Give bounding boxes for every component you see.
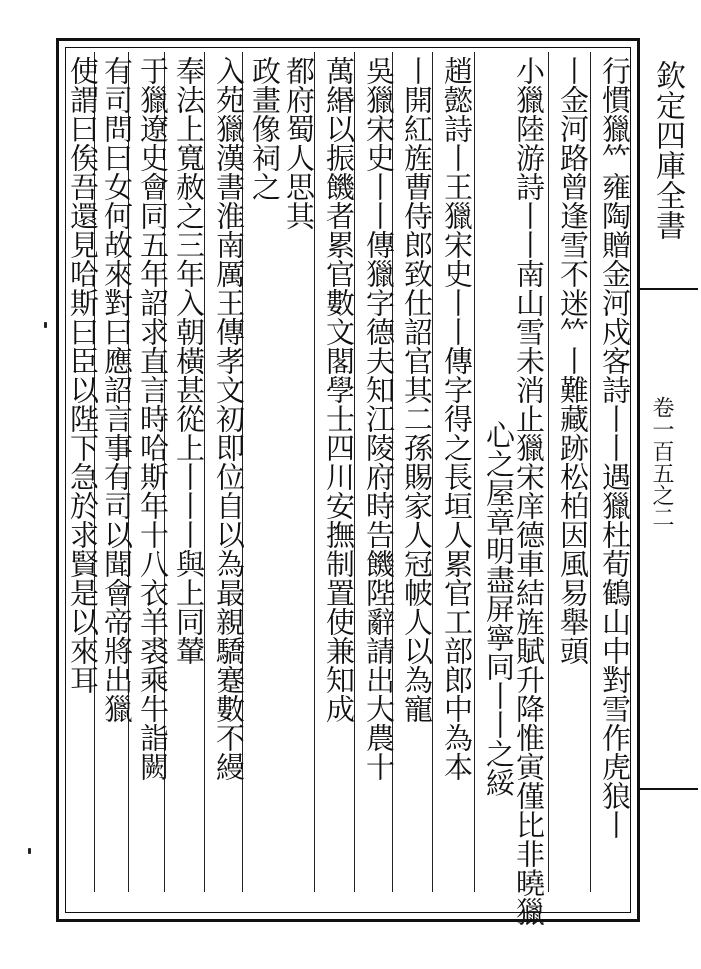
juan-number: 卷一百五之二 (649, 396, 674, 528)
text-column-5: 丨開紅旌曹侍郎致仕詔官其二孫賜家人冠帔人以為寵 (400, 56, 434, 723)
text-column-9: 政畫像祠之 (248, 56, 282, 201)
text-column-8: 都府蜀人思其 (282, 56, 316, 230)
text-column-3: 小獵陸游詩丨丨南山雪未消止獵宋庠德車結旌賦升降惟寅僅比非曉獵 (512, 56, 546, 926)
text-column-4: 趙懿詩丨王獵宋史丨丨傳字得之長垣人累官工部郎中為本 (440, 56, 474, 781)
text-column-14: 使謂曰俟吾還見哈斯曰臣以陛下急於求賢是以來耳 (66, 56, 100, 694)
text-column-7: 萬緡以振饑者累官數文閣學士四川安撫制置使兼知成 (322, 56, 356, 723)
scan-speck (44, 322, 47, 328)
column-rule (474, 52, 475, 892)
text-column-11: 奉法上寬赦之三年入朝橫甚從上丨丨丨與上同輦 (172, 56, 206, 665)
book-title: 欽定四庫全書 (650, 60, 685, 240)
text-column-3b: 心之屋章明盡屏寧同丨丨之綏 (482, 420, 516, 797)
column-rule (590, 52, 591, 892)
column-rule (548, 52, 549, 892)
text-column-1: 行慣獵𥫗雍陶贈金河戍客詩丨丨遇獵杜荀鶴山中對雪作虎狼丨 (598, 56, 632, 839)
text-column-12: 于獵遼史會同五年詔求直言時哈斯年十八衣羊裘乘牛詣闕 (136, 56, 170, 781)
text-column-13: 有司問曰女何故來對曰應詔言事有司以聞會帝將出獵 (100, 56, 134, 723)
text-column-6: 吳獵宋史丨丨傳獵字德夫知江陵府時告饑陛辭請出大農十 (362, 56, 396, 781)
text-column-10: 入苑獵漢書淮南厲王傳孝文初即位自以為最親驕蹇數不縵 (212, 56, 246, 781)
fish-tail-mark-lower (640, 788, 698, 790)
text-column-2: 丨金河路曾逢雪不迷𥫗丨難藏跡松柏因風易舉頭 (556, 56, 590, 665)
fish-tail-mark (640, 288, 698, 290)
scan-speck (28, 848, 31, 854)
